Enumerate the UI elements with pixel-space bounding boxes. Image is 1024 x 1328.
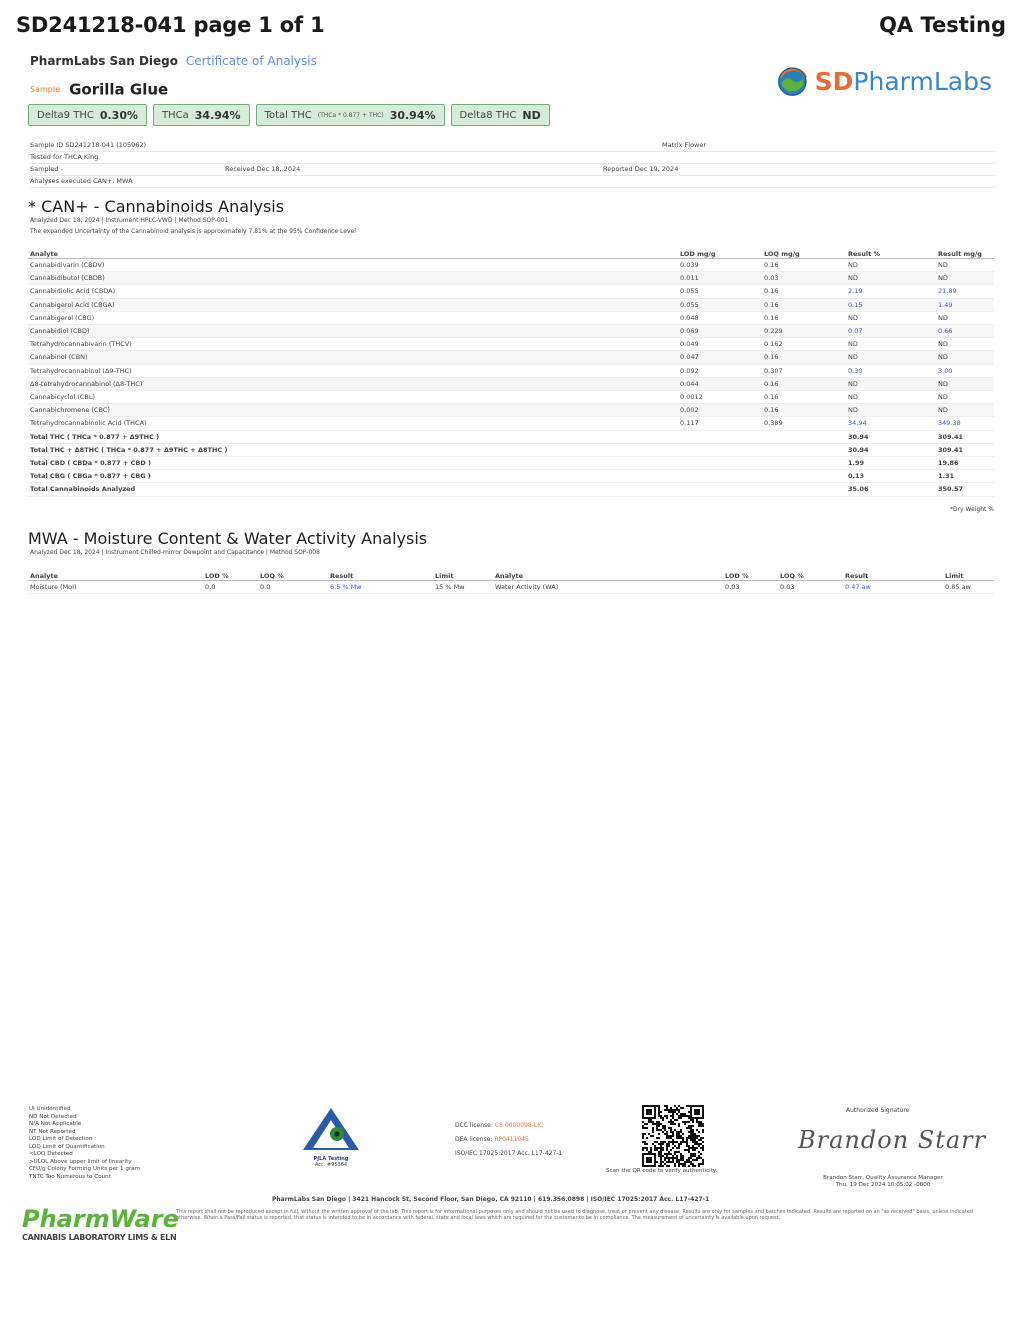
cell: 0.16 bbox=[762, 377, 846, 390]
pharmware-logo bbox=[22, 1205, 179, 1242]
cannabinoids-subtitle: Analyzed Dec 18, 2024 | Instrument HPLC-VWD | Method SOP-001 bbox=[30, 217, 229, 224]
cell: ND bbox=[936, 259, 994, 272]
legend-item: UI Unidentified bbox=[29, 1106, 71, 1112]
cell: 0.16 bbox=[762, 285, 846, 298]
cell: 0.0012 bbox=[678, 391, 762, 404]
cell: ND bbox=[846, 338, 936, 351]
pharmware-tagline: CANNABIS LABORATORY LIMS & ELN bbox=[22, 1233, 177, 1242]
table-row bbox=[28, 259, 994, 272]
col-header: LOD % bbox=[723, 560, 778, 581]
cell: 0.047 bbox=[678, 351, 762, 364]
cell: Water Activity (WA) bbox=[493, 581, 723, 594]
cell: ND bbox=[936, 404, 994, 417]
table-row bbox=[28, 377, 994, 390]
cannabinoids-table-body bbox=[28, 259, 994, 497]
cell: Tetrahydrocannabivarin (THCV) bbox=[28, 338, 678, 351]
table-row bbox=[28, 285, 994, 298]
cell: Cannabichromene (CBC) bbox=[28, 404, 678, 417]
col-header: Analyte bbox=[28, 238, 678, 259]
cell bbox=[762, 457, 846, 470]
verification-qr-code[interactable] bbox=[642, 1105, 704, 1171]
legend-item: TNTC Too Numerous to Count bbox=[29, 1173, 111, 1180]
cell: 0.229 bbox=[762, 325, 846, 338]
cell: Cannabigerol (CBG) bbox=[28, 311, 678, 324]
legend-item: >ULOL Above upper limit of linearity bbox=[29, 1158, 132, 1165]
cell: 0.011 bbox=[678, 272, 762, 285]
badge-thca bbox=[153, 104, 250, 126]
cell bbox=[678, 443, 762, 456]
dcc-label: DCC license: bbox=[455, 1122, 493, 1129]
cell: Total CBD ( CBDa * 0.877 + CBD ) bbox=[28, 457, 678, 470]
cell: 0.16 bbox=[762, 351, 846, 364]
badge-total-thc bbox=[256, 104, 445, 126]
table-row bbox=[28, 581, 994, 594]
cell: 0.069 bbox=[678, 325, 762, 338]
table-row bbox=[28, 311, 994, 324]
cell: 0.389 bbox=[762, 417, 846, 430]
cell: 350.57 bbox=[936, 483, 994, 496]
table-row bbox=[28, 404, 994, 417]
cell: 0.66 bbox=[936, 325, 994, 338]
iso-accreditation: ISO/IEC 17025:2017 Acc. L17-427-1 bbox=[455, 1150, 563, 1157]
cell: Cannabigerol Acid (CBGA) bbox=[28, 298, 678, 311]
signatory-name: Brandon Starr, Quality Assurance Manager bbox=[823, 1175, 943, 1181]
col-header: Limit bbox=[433, 560, 493, 581]
col-header: LOD mg/g bbox=[678, 238, 762, 259]
cell: 309.41 bbox=[936, 443, 994, 456]
pjla-accreditation: Acc. #95364 bbox=[314, 1162, 348, 1168]
cell: ND bbox=[936, 391, 994, 404]
cell: 0.07 bbox=[846, 325, 936, 338]
reported: Reported Dec 19, 2024 bbox=[603, 165, 679, 173]
moisture-table bbox=[28, 560, 994, 594]
moisture-subtitle: Analyzed Dec 18, 2024 | Instrument Chilled-mirror Dewpoint and Capacitance | Method SOP-008 bbox=[30, 549, 320, 556]
cell bbox=[762, 470, 846, 483]
cell bbox=[762, 430, 846, 443]
cell: 0.30 bbox=[846, 364, 936, 377]
cell: 0.039 bbox=[678, 259, 762, 272]
cell: 0.055 bbox=[678, 285, 762, 298]
cell: 0.47 aw bbox=[843, 581, 943, 594]
sample-line bbox=[30, 79, 168, 99]
cell: 0.002 bbox=[678, 404, 762, 417]
legend-item: N/A Not Applicable bbox=[29, 1121, 82, 1127]
cell: 2.19 bbox=[846, 285, 936, 298]
qr-code-icon[interactable] bbox=[642, 1105, 704, 1167]
cell: 35.06 bbox=[846, 483, 936, 496]
legend-item: NT Not Reported bbox=[29, 1128, 76, 1135]
col-header: Analyte bbox=[493, 560, 723, 581]
col-header: Result mg/g bbox=[936, 238, 994, 259]
cell: Cannabidivarin (CBDV) bbox=[28, 259, 678, 272]
cell: 1.31 bbox=[936, 470, 994, 483]
cell bbox=[762, 483, 846, 496]
cell: ND bbox=[936, 272, 994, 285]
cell: 0.092 bbox=[678, 364, 762, 377]
table-row bbox=[28, 272, 994, 285]
cell: 309.41 bbox=[936, 430, 994, 443]
col-header: Result bbox=[843, 560, 943, 581]
sampled: Sampled - bbox=[30, 165, 63, 173]
meta-row bbox=[30, 164, 996, 176]
pharmware-wordmark: PharmWare bbox=[22, 1205, 179, 1233]
cell: ND bbox=[846, 404, 936, 417]
cell: Cannabidiolic Acid (CBDA) bbox=[28, 285, 678, 298]
cell bbox=[678, 457, 762, 470]
cell: Cannabidibutol (CBDB) bbox=[28, 272, 678, 285]
cell: 6.5 % Mw bbox=[328, 581, 433, 594]
meta-row bbox=[30, 176, 996, 188]
sdpharmlabs-logo bbox=[776, 56, 992, 106]
cannabinoids-uncertainty: The expanded Uncertainty of the Cannabinoid analysis is approximately 7.81% at the 95% Confidence Level bbox=[30, 228, 356, 235]
cell: 0.048 bbox=[678, 311, 762, 324]
cell: 0.16 bbox=[762, 298, 846, 311]
pjla-label: PJLA Testing bbox=[313, 1156, 349, 1162]
lab-name: PharmLabs San Diego bbox=[30, 54, 179, 68]
badge-label: Delta8 THC bbox=[459, 109, 517, 121]
cell: 0.16 bbox=[762, 404, 846, 417]
cell: Tetrahydrocannabinol (Δ9-THC) bbox=[28, 364, 678, 377]
signatory bbox=[808, 1175, 958, 1189]
cell: ND bbox=[936, 377, 994, 390]
cell: Δ8-tetrahydrocannabinol (Δ8-THC) bbox=[28, 377, 678, 390]
cell: Tetrahydrocannabinolic Acid (THCA) bbox=[28, 417, 678, 430]
logo-pharmlabs-text: PharmLabs bbox=[853, 66, 992, 96]
cell: 1.99 bbox=[846, 457, 936, 470]
license-info bbox=[455, 1119, 562, 1161]
dcc-value: C8-0000098-LIC bbox=[494, 1122, 544, 1129]
sample-meta bbox=[30, 140, 996, 188]
cell: 0.03 bbox=[778, 581, 843, 594]
col-header: LOD % bbox=[203, 560, 258, 581]
cell: Cannabidiol (CBD) bbox=[28, 325, 678, 338]
badge-value: 30.94% bbox=[389, 108, 436, 122]
cell: 0.117 bbox=[678, 417, 762, 430]
cell: 349.38 bbox=[936, 417, 994, 430]
meta-row bbox=[30, 140, 996, 152]
document-id: SD241218-041 page 1 of 1 bbox=[16, 13, 325, 37]
cell: Moisture (MoI) bbox=[28, 581, 203, 594]
lab-line bbox=[30, 54, 317, 68]
globe-logo-icon bbox=[776, 58, 809, 104]
meta-row bbox=[30, 152, 996, 164]
cell: ND bbox=[846, 311, 936, 324]
disclaimer-text: This report shall not be reproduced except in full, without the written approval of the lab. This report is for informational purposes only and should not be used to diagnose, treat or prevent any disease. Results are only for samples and batches indicated. Results are reported on an "as received" basis, unless indicated otherwise. When a Pass/Fail status is reported, that status is intended to be in accordance with federal, state and local laws which are required for the customer to be in compliance. The measurement of uncertainty is available upon request. bbox=[176, 1209, 974, 1221]
sample-name: Gorilla Glue bbox=[69, 80, 169, 99]
cell: Total THC + Δ8THC ( THCa * 0.877 + Δ9THC + Δ8THC ) bbox=[28, 443, 678, 456]
abbreviation-legend bbox=[29, 1106, 140, 1181]
badge-value: 0.30% bbox=[99, 108, 139, 122]
table-row bbox=[28, 298, 994, 311]
col-header: LOQ % bbox=[778, 560, 843, 581]
badge-label: THCa bbox=[162, 109, 189, 121]
col-header: Analyte bbox=[28, 560, 203, 581]
cell bbox=[762, 443, 846, 456]
badge-value: 34.94% bbox=[194, 108, 241, 122]
table-row bbox=[28, 364, 994, 377]
cell: 34.94 bbox=[846, 417, 936, 430]
table-header-row bbox=[28, 560, 994, 581]
col-header: Result bbox=[328, 560, 433, 581]
total-row bbox=[28, 457, 994, 470]
cell: 1.49 bbox=[936, 298, 994, 311]
cell: 0.0 bbox=[258, 581, 328, 594]
cell: 0.16 bbox=[762, 259, 846, 272]
dry-weight-note: *Dry Weight % bbox=[949, 506, 994, 513]
signature-date: Thu, 19 Dec 2024 10:05:02 -0800 bbox=[835, 1182, 931, 1188]
badge-label: Delta9 THC bbox=[37, 109, 94, 121]
cell: 0.85 aw bbox=[943, 581, 994, 594]
cell: 0.16 bbox=[762, 391, 846, 404]
tested-for: Tested for THCA King bbox=[30, 153, 99, 161]
cell: 0.044 bbox=[678, 377, 762, 390]
cell bbox=[678, 483, 762, 496]
cell: ND bbox=[936, 338, 994, 351]
col-header: LOQ % bbox=[258, 560, 328, 581]
cell: Cannabinol (CBN) bbox=[28, 351, 678, 364]
qa-testing-title: QA Testing bbox=[879, 13, 1006, 37]
table-row bbox=[28, 417, 994, 430]
cell: 3.00 bbox=[936, 364, 994, 377]
cell: 30.94 bbox=[846, 443, 936, 456]
cell: Total Cannabinoids Analyzed bbox=[28, 483, 678, 496]
cell bbox=[678, 430, 762, 443]
badge-formula: (THCa * 0.877 + THC) bbox=[317, 111, 384, 119]
moisture-title: MWA - Moisture Content & Water Activity Analysis bbox=[28, 529, 428, 548]
pjla-badge bbox=[300, 1106, 362, 1168]
total-row bbox=[28, 443, 994, 456]
cell: 15 % Mw bbox=[433, 581, 493, 594]
cell: 0.0 bbox=[203, 581, 258, 594]
cell: 0.162 bbox=[762, 338, 846, 351]
cell: Total THC ( THCa * 0.877 + Δ9THC ) bbox=[28, 430, 678, 443]
cannabinoids-title: * CAN+ - Cannabinoids Analysis bbox=[28, 197, 285, 216]
cell: 0.049 bbox=[678, 338, 762, 351]
cell: ND bbox=[846, 391, 936, 404]
cell: 30.94 bbox=[846, 430, 936, 443]
badge-label: Total THC bbox=[264, 109, 312, 121]
total-row bbox=[28, 470, 994, 483]
lab-address: PharmLabs San Diego | 3421 Hancock St, Second Floor, San Diego, CA 92110 | 619.356.0898 | ISO/IEC 17025:2017 Acc. L17-427-1 bbox=[272, 1196, 710, 1203]
sample-tag: Sample bbox=[30, 85, 60, 94]
total-row bbox=[28, 430, 994, 443]
pjla-accreditation-icon bbox=[301, 1106, 361, 1152]
cell: 0.15 bbox=[846, 298, 936, 311]
qr-caption: Scan the QR code to verify authenticity. bbox=[606, 1168, 718, 1174]
legend-item: LOQ Limit of Quantification bbox=[29, 1143, 105, 1150]
coa-label: Certificate of Analysis bbox=[185, 54, 317, 68]
matrix: Matrix Flower bbox=[662, 141, 707, 149]
cell: ND bbox=[846, 272, 936, 285]
dea-label: DEA license: bbox=[455, 1136, 493, 1143]
table-header-row bbox=[28, 238, 994, 259]
cell: 0.055 bbox=[678, 298, 762, 311]
cell: Total CBG ( CBGa * 0.877 + CBG ) bbox=[28, 470, 678, 483]
cell: 21.89 bbox=[936, 285, 994, 298]
table-row bbox=[28, 391, 994, 404]
cell: 0.307 bbox=[762, 364, 846, 377]
logo-sd-text: SD bbox=[814, 66, 854, 96]
cell: ND bbox=[846, 351, 936, 364]
col-header: Result % bbox=[846, 238, 936, 259]
dea-value: RP0411045 bbox=[494, 1136, 529, 1143]
legend-item: ND Not Detected bbox=[29, 1113, 77, 1120]
cell: ND bbox=[846, 259, 936, 272]
total-row bbox=[28, 483, 994, 496]
cell: 0.16 bbox=[762, 311, 846, 324]
badge-delta8-thc bbox=[451, 104, 550, 126]
handwritten-signature: Brandon Starr bbox=[798, 1126, 987, 1154]
cell: 0.03 bbox=[762, 272, 846, 285]
signature-label: Authorized Signature bbox=[846, 1107, 910, 1114]
cell: ND bbox=[846, 377, 936, 390]
cell: 0.03 bbox=[723, 581, 778, 594]
table-row bbox=[28, 325, 994, 338]
badge-value: ND bbox=[522, 108, 541, 122]
analyses-executed: Analyses executed CAN+, MWA bbox=[30, 177, 133, 185]
col-header: LOQ mg/g bbox=[762, 238, 846, 259]
table-row bbox=[28, 351, 994, 364]
cell: Cannabicyclol (CBL) bbox=[28, 391, 678, 404]
legend-item: LOD Limit of Detection bbox=[29, 1136, 93, 1142]
legend-item: CFU/g Colony Forming Units per 1 gram bbox=[29, 1166, 141, 1172]
legend-item: <LOQ Detected bbox=[29, 1151, 73, 1157]
cell: ND bbox=[936, 311, 994, 324]
sample-id: Sample ID SD241218-041 (105962) bbox=[30, 141, 147, 149]
potency-badges bbox=[28, 104, 550, 126]
col-header: Limit bbox=[943, 560, 994, 581]
received: Received Dec 18, 2024 bbox=[225, 165, 301, 173]
badge-delta9-thc bbox=[28, 104, 147, 126]
cannabinoids-table bbox=[28, 238, 994, 497]
table-row bbox=[28, 338, 994, 351]
cell: ND bbox=[936, 351, 994, 364]
cell: 19.86 bbox=[936, 457, 994, 470]
cell: 0.13 bbox=[846, 470, 936, 483]
cell bbox=[678, 470, 762, 483]
